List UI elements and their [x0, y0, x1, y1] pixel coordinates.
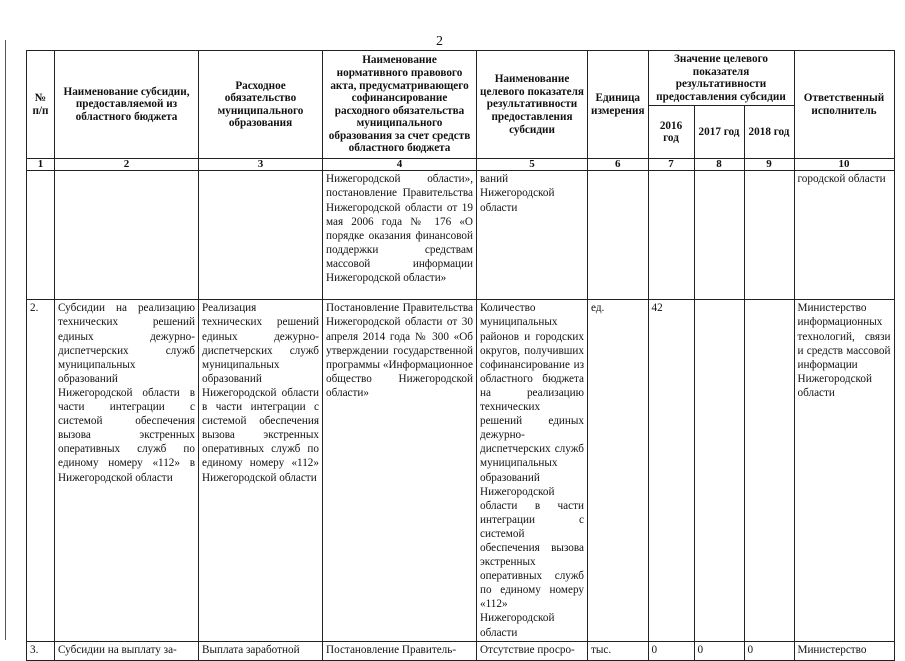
column-number: 6	[588, 159, 649, 171]
table-row	[27, 641, 895, 660]
cell-2018	[744, 171, 794, 300]
column-number: 9	[744, 159, 794, 171]
cell-2016: 42	[648, 300, 694, 641]
cell-2016: 0	[648, 641, 694, 660]
column-number: 1	[27, 159, 55, 171]
column-number: 2	[55, 159, 199, 171]
cell-executor: городской области	[794, 171, 894, 300]
cell-2018	[744, 300, 794, 641]
cell-subsidy: Субсидии на выплату за-	[55, 641, 199, 660]
column-number: 10	[794, 159, 894, 171]
cell-unit: тыс.	[588, 641, 649, 660]
header-2017: 2017 год	[694, 106, 744, 159]
margin-rule	[5, 40, 6, 640]
column-number: 5	[477, 159, 588, 171]
header-target-values: Значение целевого показателя результативности предоставления субсидии	[648, 51, 794, 106]
cell-indicator: ваний Нижегородской области	[477, 171, 588, 300]
cell-subsidy	[55, 171, 199, 300]
table-row	[27, 171, 895, 300]
header-executor: Ответственный исполнитель	[794, 51, 894, 159]
header-2016: 2016 год	[648, 106, 694, 159]
cell-num: 3.	[27, 641, 55, 660]
header-unit: Единица измерения	[588, 51, 649, 159]
cell-unit	[588, 171, 649, 300]
header-obligation: Расходное обязательство муниципального образования	[199, 51, 323, 159]
cell-2017	[694, 171, 744, 300]
cell-unit: ед.	[588, 300, 649, 641]
page-number: 2	[436, 34, 443, 49]
cell-2017	[694, 300, 744, 641]
column-number: 4	[323, 159, 477, 171]
cell-obligation: Выплата заработной	[199, 641, 323, 660]
column-number-row	[27, 159, 895, 171]
cell-act: Нижегородской области», постановление Правительства Нижегородской области от 19 мая 2006 года № 176 «О порядке оказания финансовой поддержки средствам массовой информации Нижегородской области»	[323, 171, 477, 300]
header-act: Наименование нормативного правового акта, предусматривающего софинансирование расходного обязательства муниципального образования за счет средств областного бюджета	[323, 51, 477, 159]
cell-act: Постановление Правитель-	[323, 641, 477, 660]
column-number: 7	[648, 159, 694, 171]
column-number: 3	[199, 159, 323, 171]
header-row-1	[27, 51, 895, 106]
header-indicator: Наименование целевого показателя результативности предоставления субсидии	[477, 51, 588, 159]
cell-2016	[648, 171, 694, 300]
cell-num	[27, 171, 55, 300]
cell-obligation	[199, 171, 323, 300]
header-num: № п/п	[27, 51, 55, 159]
cell-executor: Министерство	[794, 641, 894, 660]
cell-act: Постановление Правительства Нижегородской области от 30 апреля 2014 года № 300 «Об утверждении государственной программы «Информационное общество Нижегородской области»	[323, 300, 477, 641]
cell-indicator: Отсутствие просро-	[477, 641, 588, 660]
cell-executor: Министерство информационных технологий, связи и средств массовой информации Нижегородской области	[794, 300, 894, 641]
subsidy-table	[26, 50, 895, 661]
header-2018: 2018 год	[744, 106, 794, 159]
cell-2018: 0	[744, 641, 794, 660]
header-subsidy: Наименование субсидии, предоставляемой из областного бюджета	[55, 51, 199, 159]
cell-num: 2.	[27, 300, 55, 641]
cell-indicator: Количество муниципальных районов и городских округов, получивших софинансирование из областного бюджета на реализацию технических решений единых дежурно-диспетчерских служб муниципальных образований Нижегородской области в части интеграции с системой обеспечения вызова экстренных оперативных служб по единому номеру «112» Нижегородской области	[477, 300, 588, 641]
column-number: 8	[694, 159, 744, 171]
cell-2017: 0	[694, 641, 744, 660]
cell-obligation: Реализация технических решений единых дежурно-диспетчерских служб муниципальных образований Нижегородской области в части интеграции с системой обеспечения вызова экстренных оперативных служб по единому номеру «112» Нижегородской области	[199, 300, 323, 641]
cell-subsidy: Субсидии на реализацию технических решений единых дежурно-диспетчерских служб муниципальных образований Нижегородской области в части интеграции с системой обеспечения вызова экстренных оперативных служб по единому номеру «112» в Нижегородской области	[55, 300, 199, 641]
table-row	[27, 300, 895, 641]
